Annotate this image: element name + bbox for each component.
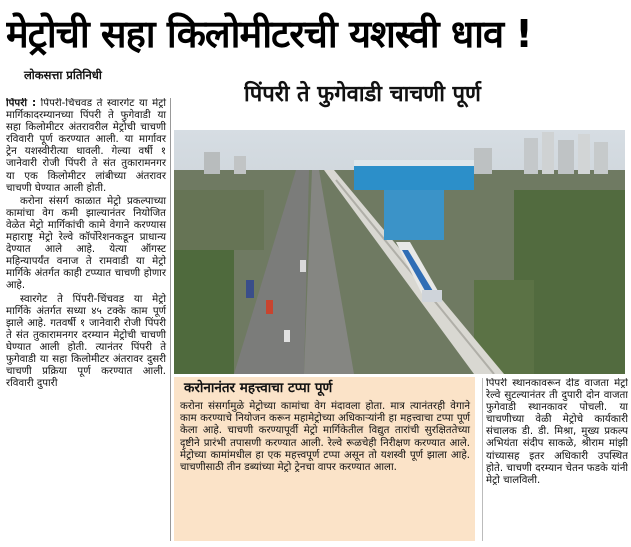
page-headline: मेट्रोची सहा किलोमीटरची यशस्वी धाव ! (6, 12, 532, 56)
box-title: करोनानंतर महत्त्वाचा टप्पा पूर्ण (184, 380, 333, 396)
dateline-location: पिंपरी : (6, 98, 37, 109)
box-body: करोना संसर्गामुळे मेट्रोच्या कामांचा वेग मंदावला होता. मात्र त्यानंतरही वेगाने काम करण्याचे नियोजन करून महामेट्रोच्या अधिकाऱ्यांनी हा महत्त्वाचा टप्पा पूर्ण केला आहे. चाचणी करण्यापूर्वी मेट्रो मार्गिकेतील विद्युत तारांची सुरक्षिततेच्या दृष्टीने प्रारंभी तपासणी करण्यात आली. रेल्वे रूळचेही निरीक्षण करण्यात आले. मेट्रोच्या कामांमधील हा एक महत्त्वपूर्ण टप्पा असून तो यशस्वी पूर्ण झाला आहे. चाचणीसाठी तीन डब्यांच्या मेट्रो ट्रेनचा वापर करण्यात आला. (180, 401, 470, 474)
article-column-right (482, 378, 628, 541)
highlight-box (174, 377, 475, 541)
article-column-left (6, 98, 171, 541)
byline: लोकसत्ता प्रतिनिधी (24, 68, 102, 82)
metro-viaduct-aerial-photo (174, 130, 625, 374)
article-paragraph (6, 98, 166, 195)
article-paragraph: पिंपरी स्थानकावरून दीड वाजता मेट्रो रेल्वे सुटल्यानंतर ती दुपारी दोन वाजता फुगेवाडी स्थानकावर पोचली. या चाचणीच्या वेळी मेट्रोचे कार्यकारी संचालक डी. डी. मिश्रा, मुख्य प्रकल्प अभियंता संदीप साकळे, श्रीराम मांझी यांच्यासह इतर अधिकारी उपस्थित होते. चाचणी दरम्यान चेतन फडके यांनी मेट्रो चालविली. (486, 378, 628, 486)
article-paragraph: स्वारगेट ते पिंपरी-चिंचवड या मेट्रो मार्गिके अंतर्गत सध्या ४५ टक्के काम पूर्ण झाले आहे. गतवर्षी १ जानेवारी रोजी पिंपरी ते संत तुकारामनगर दरम्यान मेट्रोची चाचणी घेण्यात आली होती. त्यानंतर पिंपरी ते फुगेवाडी या सहा किलोमीटर अंतरावर दुसरी चाचणी प्रक्रिया पूर्ण करण्यात आली. रविवारी दुपारी (6, 293, 166, 390)
sub-headline: पिंपरी ते फुगेवाडी चाचणी पूर्ण (244, 82, 481, 107)
paragraph-text: पिंपरी-चिंचवड ते स्वारगेट या मेट्रो मार्गिकादरम्यानच्या पिंपरी ते फुगेवाडी या सहा किलोमीटर अंतरावरील मेट्रोची चाचणी रविवारी पूर्ण करण्यात आली. या मार्गावर ट्रेन यशस्वीरीत्या धावली. गेल्या वर्षी १ जानेवारी रोजी पिंपरी ते संत तुकारामनगर या एक किलोमीटर लांबीच्या अंतरावर चाचणी घेण्यात आली होती. (6, 98, 166, 194)
article-paragraph: करोना संसर्ग काळात मेट्रो प्रकल्पाच्या कामांचा वेग कमी झाल्यानंतर नियोजित वेळेत मेट्रो मार्गिकांची कामे वेगाने करण्यास महाराष्ट्र मेट्रो रेल्वे कॉर्पोरेशनकडून प्राधान्य देण्यात आले आहे. येत्या ऑगस्ट महिन्यापर्यंत वनाज ते रामवाडी या मेट्रो मार्गिके अंतर्गत काही टप्प्यात चाचणी होणार आहे. (6, 195, 166, 292)
